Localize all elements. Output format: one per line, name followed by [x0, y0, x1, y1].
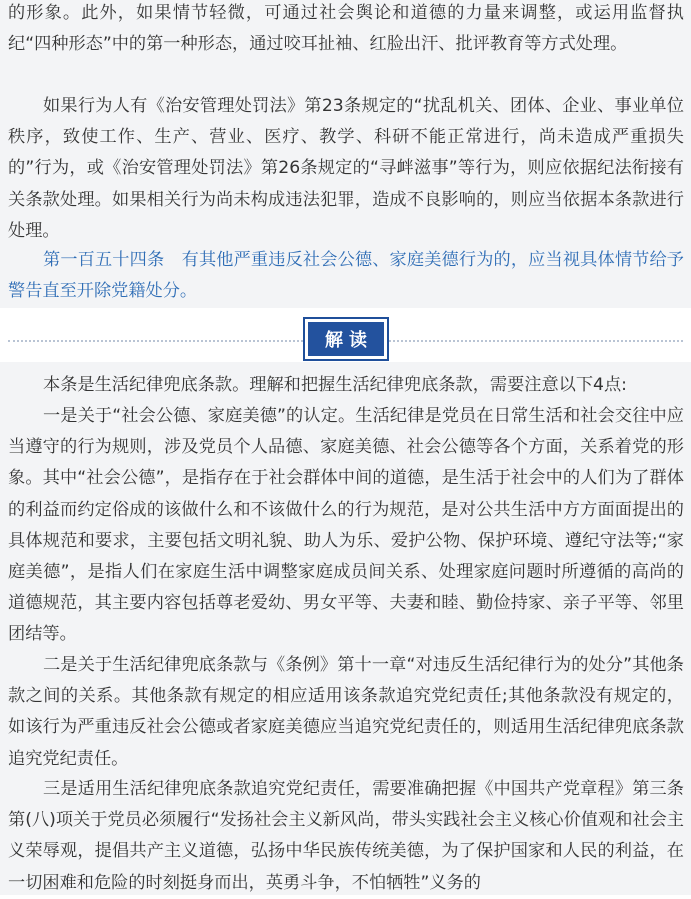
- paragraph-point-three: 三是适用生活纪律兜底条款追究党纪责任，需要准确把握《中国共产党章程》第三条第(八)项关于党员必须履行“发扬社会主义新风尚，带头实践社会主义核心价值观和社会主义荣辱观，提倡共产主义道德，弘扬中华民族传统美德，为了保护国家和人民的利益，在一切困难和危险的时刻挺身而出，英勇斗争，不怕牺牲”义务的: [8, 779, 684, 893]
- interpretation-text-block: [0, 362, 691, 895]
- article-154-text: 第一百五十四条 有其他严重违反社会公德、家庭美德行为的，应当视具体情节给予警告直至开除党籍处分。: [8, 250, 684, 302]
- paragraph-point-two: 二是关于生活纪律兜底条款与《条例》第十一章“对违反生活纪律行为的处分”其他条款之间的关系。其他条款有规定的相应适用该条款追究党纪责任;其他条款没有规定的，如该行为严重违反社会公德或者家庭美德应当追究党纪责任的，则适用生活纪律兜底条款追究党纪责任。: [8, 655, 684, 769]
- interpretation-header: [0, 308, 691, 362]
- paragraph-intro: 本条是生活纪律兜底条款。理解和把握生活纪律兜底条款，需要注意以下4点:: [43, 375, 627, 395]
- paragraph-public-security-law: 如果行为人有《治安管理处罚法》第23条规定的“扰乱机关、团体、企业、事业单位秩序，致使工作、生产、营业、医疗、教学、科研不能正常进行，尚未造成严重损失的”行为，或《治安管理处罚法》第26条规定的“寻衅滋事”等行为，则应依据纪法衔接有关条款处理。如果相关行为尚未构成违法犯罪，造成不良影响的，则应当依据本条款进行处理。: [8, 96, 684, 241]
- interpretation-badge: [303, 317, 389, 361]
- regulation-text-block: [0, 0, 691, 308]
- paragraph-point-one: 一是关于“社会公德、家庭美德”的认定。生活纪律是党员在日常生活和社会交往中应当遵守的行为规则，涉及党员个人品德、家庭美德、社会公德等各个方面，关系着党的形象。其中“社会公德”，是指存在于社会群体中间的道德，是生活于社会中的人们为了群体的利益而约定俗成的该做什么和不该做什么的行为规范，是对公共生活中方方面面提出的具体规范和要求，主要包括文明礼貌、助人为乐、爱护公物、保护环境、遵纪守法等;“家庭美德”，是指人们在家庭生活中调整家庭成员间关系、处理家庭问题时所遵循的高尚的道德规范，其主要内容包括尊老爱幼、男女平等、夫妻和睦、勤俭持家、亲子平等、邻里团结等。: [8, 406, 684, 645]
- interpretation-badge-label: 解读: [308, 322, 384, 356]
- paragraph-continuation: 的形象。此外，如果情节轻微，可通过社会舆论和道德的力量来调整，或运用监督执纪“四种形态”中的第一种形态，通过咬耳扯袖、红脸出汗、批评教育等方式处理。: [8, 3, 684, 55]
